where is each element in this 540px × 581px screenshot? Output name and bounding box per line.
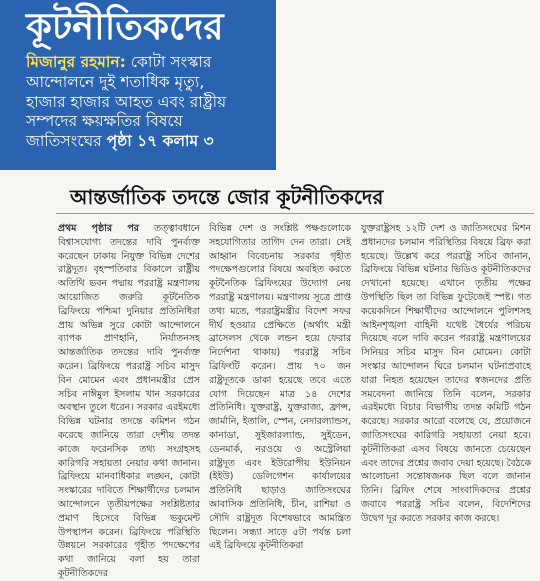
- teaser-line-3: হাজার হাজার আহত এবং রাষ্ট্রীয়: [26, 92, 227, 111]
- teaser-line-1: [26, 53, 268, 73]
- column-2-text: বিভিন্ন দেশ ও সংশ্লিষ্ট পক্ষগুলোকে সহযোগিতার তাগিদ দেন তারা। সেই আহ্বান বিবেচনায় সরকার গৃহীত পদক্ষেপগুলোর বিষয়ে অবহিত করতে কূটনৈতিক ব্রিফিংয়ের উদ্যোগ নেয় পররাষ্ট্র মন্ত্রণালয়। মন্ত্রণালয় সূত্রে প্রাপ্ত তথ্য মতে, পররাষ্ট্রমন্ত্রীর বিদেশ সফর দীর্ঘ হওয়ার প্রেক্ষিতে (অর্থাৎ মন্ত্রী ব্রাসেলস থেকে লন্ডন হয়ে ফেরার নির্দেশনা থাকায়) পররাষ্ট্র সচিব ব্রিফিংটি করেন। প্রায় ৭০ জন রাষ্ট্রদূতকে ডাকা হয়েছে তবে এতে যোগ দিয়েছেন মাত্র ১৪ দেশের প্রতিনিধি। যুক্তরাষ্ট্র, যুক্তরাজ্য, ফ্রান্স, জার্মানি, ইতালি, স্পেন, নেদারল্যান্ডস, কানাডা, সুইজারল্যান্ড, সুইডেন, ডেনমার্ক, নরওয়ে ও অস্ট্রেলিয়া রাষ্ট্রদূত এবং ইউরোপীয় ইউনিয়ন (ইইউ) ডেলিগেশন কার্যালয়ের প্রতিনিধি ছাড়াও জাতিসংঘের আবাসিক প্রতিনিধি, চীন, রাশিয়া ও সৌদি রাষ্ট্রদূত বিশেষভাবে আমন্ত্রিত ছিলেন। সন্ধ্যা সাড়ে ৫টা পর্যন্ত চলা এই ব্রিফিংয়ে কূটনীতিকরা: [209, 223, 351, 552]
- article-column-1: [58, 222, 200, 579]
- front-page-teaser-box: [0, 0, 276, 170]
- teaser-author: মিজানুর রহমান:: [26, 52, 126, 71]
- column-3-text: যুক্তরাষ্ট্রসহ ১২টি দেশ ও জাতিসংঘের মিশন প্রধানদের চলমান পরিস্থিতির বিষয়ে ব্রিফ করা হয়েছে। উল্লেখ করে পররাষ্ট্র সচিব জানান, ব্রিফিংয়ে বিভিন্ন ঘটনার ভিডিও কূটনীতিকদের দেখানো হয়েছে। এখানে তৃতীয় পক্ষের উপস্থিতি ছিল তা বিভিন্ন ফুটেজেই স্পষ্ট। গত কয়েকদিনে শিক্ষার্থীদের আন্দোলনে পুলিশসহ আইনশৃঙ্খলা বাহিনী যথেষ্ট ধৈর্যের পরিচয় দিয়েছে বলে দাবি করেন পররাষ্ট্র মন্ত্রণালয়ের সিনিয়র সচিব মাসুদ বিন মোমেন। কোটা সংস্কার আন্দোলন ঘিরে চলমান ঘটনাপ্রবাহে যারা নিহত হয়েছেন তাদের স্বজনদের প্রতি সমবেদনা জানিয়ে তিনি বলেন, সরকার এরইমধ্যে বিচার বিভাগীয় তদন্ত কমিটি গঠন করেছে। সরকার আরো বলেছে যে, প্রয়োজনে জাতিসংঘের কারিগরি সহায়তা নেয়া হবে। কূটনীতিকরা এসব বিষয়ে জানতে চেয়েছেন এবং তাদের প্রশ্নের জবাব দেয়া হয়েছে। বৈঠকে আলোচনা সন্তোষজনক ছিল বলে জানান তিনি। ব্রিফিং শেষে সাংবাদিকদের প্রশ্নের জবাবে পররাষ্ট্র সচিব বলেন, বিদেশিদের উদ্বেগ দূর করতে সরকার কাজ করছে।: [361, 223, 531, 524]
- teaser-headline: কূটনীতিকদের: [26, 5, 224, 48]
- teaser-line-2: আন্দোলনে দুই শতাধিক মৃত্যু,: [26, 72, 205, 91]
- teaser-line-1-text: কোটা সংস্কার: [130, 52, 212, 71]
- teaser-line-4: সম্পদের ক্ষয়ক্ষতির বিষয়ে: [26, 112, 183, 131]
- article-column-3: [361, 222, 531, 524]
- teaser-line-5-text: জাতিসংঘের: [26, 132, 102, 151]
- column-1-paragraph: [58, 222, 200, 581]
- headline-divider: [56, 213, 534, 214]
- column-1-text: তত্ত্বাবধানে বিশ্বাসযোগ্য তদন্তের দাবি পুনর্ব্যক্ত করেছেন ঢাকায় নিযুক্ত বিভিন্ন দেশের রাষ্ট্রদূত। বৃহস্পতিবার বিকালে রাষ্ট্রীয় অতিথি ভবন পদ্মায় পররাষ্ট্র মন্ত্রণালয় আয়োজিত জরুরি কূটনৈতিক ব্রিফিংয়ে পশ্চিমা দুনিয়ার প্রতিনিধিরা প্রায় অভিন্ন সুরে কোটা আন্দোলনে ব্যাপক প্রাণহানি, নির্যাতনসহ আন্তর্জাতিক তদন্তের দাবি পুনর্ব্যক্ত করেন। ব্রিফিংয়ে পররাষ্ট্র সচিব মাসুদ বিন মোমেন এবং প্রধানমন্ত্রীর প্রেস সচিব নাঈমুল ইসলাম খান সরকারের অবস্থান তুলে ধরেন। সরকার এরইমধ্যে বিভিন্ন ঘটনার তদন্তে কমিশন গঠন করেছে জানিয়ে তারা দেশীয় তদন্ত কাজে ফরেনসিক তথ্য সংগ্রহসহ কারিগরি সহায়তা নেয়ার কথা জানান। ব্রিফিংয়ে মানবাধিকার লঙ্ঘন, কোটা সংস্কারের দাবিতে শিক্ষার্থীদের চলমান আন্দোলনে তৃতীয়পক্ষের সংশ্লিষ্টতার প্রমাণ হিসেবে বিভিন্ন ভকুমেন্ট উপস্থাপন করেন। ব্রিফিংয়ে পরিস্থিতি উন্নয়নে সরকারের গৃহীত পদক্ষেপের কথা জানিয়ে বলা হয় তারা কূটনীতিকদের: [58, 223, 200, 579]
- teaser-page-ref: পৃষ্ঠা ১৭ কলাম ৩: [106, 132, 214, 151]
- article-column-2: [209, 222, 351, 552]
- teaser-line-5: [26, 132, 268, 152]
- teaser-text: [26, 53, 268, 152]
- continuation-label: প্রথম পৃষ্ঠার পর: [58, 223, 139, 234]
- article-headline: আন্তর্জাতিক তদন্তে জোর কূটনীতিকদের: [70, 185, 384, 209]
